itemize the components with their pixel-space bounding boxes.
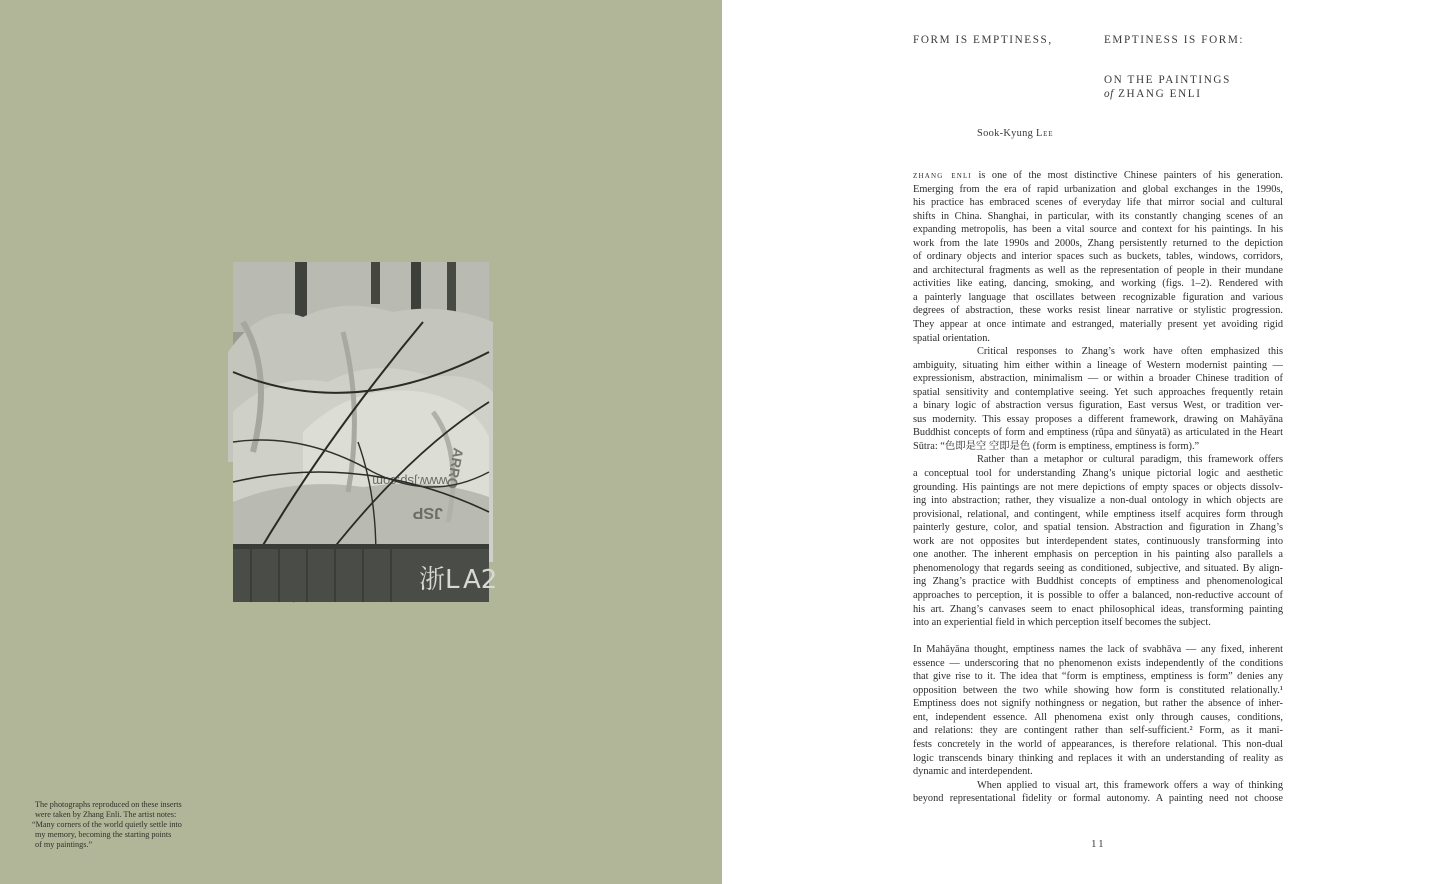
svg-text:L: L: [445, 565, 460, 595]
essay-line: grounding. His paintings are not mere depictions of empty spaces or objects dissolv-: [913, 481, 1283, 493]
essay-subtitle: ON THE PAINTINGS: [1104, 74, 1231, 86]
essay-line: Buddhist concepts of form and emptiness (rūpa and śūnyatā) as articulated in the Heart: [913, 427, 1283, 439]
essay-line: work are not opposites but interdependent states, continuously transforming into: [913, 535, 1283, 547]
essay-line: that give rise to it. The idea that “form is emptiness, emptiness is form” denies any: [913, 671, 1283, 683]
photo-caption: [32, 800, 215, 850]
essay-line: approaches to perception, it is possible to offer a balanced, non-reductive account of: [913, 589, 1283, 601]
essay-line: Critical responses to Zhang’s work have often emphasized this: [977, 346, 1283, 358]
essay-line: his practice has embraced scenes of everyday life that mirror social and cultural: [913, 197, 1283, 209]
photograph-cargo-bags: [233, 262, 498, 602]
essay-line: a painterly language that oscillates between recognizable figuration and various: [913, 291, 1283, 303]
essay-line: one another. The inherent emphasis on perception in his painting also parallels a: [913, 549, 1283, 561]
essay-line: dynamic and interdependent.: [913, 766, 1033, 778]
author-byline: [977, 128, 1053, 139]
essay-line: provisional, relational, and contingent, while emptiness itself acquires form through: [913, 508, 1283, 520]
essay-body: [913, 169, 1283, 806]
right-page: [722, 0, 1445, 884]
svg-text:A2: A2: [463, 565, 498, 595]
essay-line: shifts in China. Shanghai, in particular, with its constantly changing scenes of an: [913, 210, 1283, 222]
page-number: 11: [1091, 838, 1106, 850]
section-break: [913, 630, 1283, 644]
author-first-name: Sook-Kyung: [977, 128, 1034, 139]
svg-text:ARRO: ARRO: [443, 446, 467, 490]
svg-text:www.jsp.com: www.jsp.com: [372, 474, 448, 489]
essay-line: painterly gesture, color, and spatial tension. Abstraction and figuration in Zhang’s: [913, 522, 1283, 534]
essay-line: In Mahāyāna thought, emptiness names the lack of svabhāva — any fixed, inherent: [913, 644, 1283, 656]
essay-line: beyond representational fidelity or formal autonomy. A painting need not choose: [913, 793, 1283, 805]
essay-line: [913, 169, 1283, 183]
essay-line: Sūtra: “色即是空 空即是色 (form is emptiness, emptiness is form).”: [913, 440, 1200, 452]
left-page: [0, 0, 722, 884]
essay-line: work from the late 1990s and 2000s, Zhang persistently returned to the depiction: [913, 237, 1283, 249]
essay-line: When applied to visual art, this framework offers a way of thinking: [977, 779, 1283, 791]
essay-line: ing into abstraction; rather, they visualize a non-dual ontology in which objects are: [913, 495, 1283, 507]
essay-line-text: is one of the most distinctive Chinese painters of his generation.: [971, 170, 1283, 181]
essay-line: ent, independent essence. All phenomena exist only through causes, conditions,: [913, 711, 1283, 723]
essay-line: spatial orientation.: [913, 332, 990, 344]
essay-line: activities like eating, dancing, smoking, and working (figs. 1–2). Rendered with: [913, 278, 1283, 290]
essay-line: his art. Zhang’s canvases seem to enact philosophical ideas, transforming painting: [913, 603, 1283, 615]
essay-line: a conceptual tool for understanding Zhang’s unique pictorial logic and aesthetic: [913, 468, 1283, 480]
lead-in-smallcaps: zhang enli: [913, 170, 972, 181]
essay-line: Rather than a metaphor or cultural paradigm, this framework offers: [977, 454, 1283, 466]
svg-text:浙: 浙: [419, 565, 446, 595]
caption-line: “Many corners of the world quietly settle into: [32, 820, 182, 829]
essay-line: a binary logic of abstraction versus figuration, East versus West, or tradition ver-: [913, 400, 1283, 412]
essay-line: expanding metropolis, has been a vital source and context for his paintings. In his: [913, 224, 1283, 236]
essay-line: degrees of abstraction, these works resist linear narrative or stylistic progression.: [913, 305, 1283, 317]
essay-subtitle-name: [1104, 88, 1202, 100]
essay-line: into an experiential field in which perception itself becomes the subject.: [913, 617, 1211, 629]
essay-line: ambiguity, situating him either within a lineage of Western modernist painting —: [913, 359, 1283, 371]
essay-line: sus modernity. This essay proposes a different framework, drawing on Mahāyāna: [913, 413, 1283, 425]
caption-line: were taken by Zhang Enli. The artist notes:: [35, 810, 177, 819]
essay-title-part1: FORM IS EMPTINESS,: [913, 34, 1053, 46]
essay-line: They appear at once intimate and estranged, materially present yet avoiding rigid: [913, 319, 1283, 331]
essay-line: essence — underscoring that no phenomenon exists independently of the conditions: [913, 657, 1283, 669]
author-last-name: Lee: [1036, 128, 1054, 139]
essay-title-part2: EMPTINESS IS FORM:: [1104, 34, 1245, 46]
essay-line: of ordinary objects and interior spaces such as buckets, tables, windows, corridors,: [913, 251, 1283, 263]
essay-line: phenomenology that regards seeing as conditioned, subjective, and situated. By align-: [913, 562, 1283, 574]
caption-line: The photographs reproduced on these inserts: [35, 800, 182, 809]
subtitle-artist-name: ZHANG ENLI: [1118, 88, 1202, 100]
essay-line: Emptiness does not signify nothingness or negation, but rather the absence of inher-: [913, 698, 1283, 710]
essay-line: logic transcends binary thinking and replaces it with an understanding of reality as: [913, 752, 1283, 764]
subtitle-of: of: [1104, 88, 1114, 100]
essay-line: spatial sensitivity and contemplative seeing. Yet such approaches frequently retain: [913, 386, 1283, 398]
essay-line: ing Zhang’s practice with Buddhist concepts of emptiness and phenomenological: [913, 576, 1283, 588]
essay-line: opposition between the two while showing how form is constituted relationally.¹: [913, 684, 1283, 696]
caption-line: my memory, becoming the starting points: [35, 830, 172, 839]
essay-line: expressionism, abstraction, minimalism — or within a broader Chinese tradition of: [913, 373, 1283, 385]
essay-line: and architectural fragments as well as the representation of people in their mundane: [913, 264, 1283, 276]
essay-line: fests concretely in the world of appearances, is therefore relational. This non-dual: [913, 738, 1283, 750]
svg-text:JSP: JSP: [412, 504, 443, 521]
essay-line: and relations: they are contingent rather than self-sufficient.² Form, as it mani-: [913, 725, 1283, 737]
essay-line: Emerging from the era of rapid urbanization and global exchanges in the 1990s,: [913, 183, 1283, 195]
caption-line: of my paintings.”: [35, 840, 93, 849]
